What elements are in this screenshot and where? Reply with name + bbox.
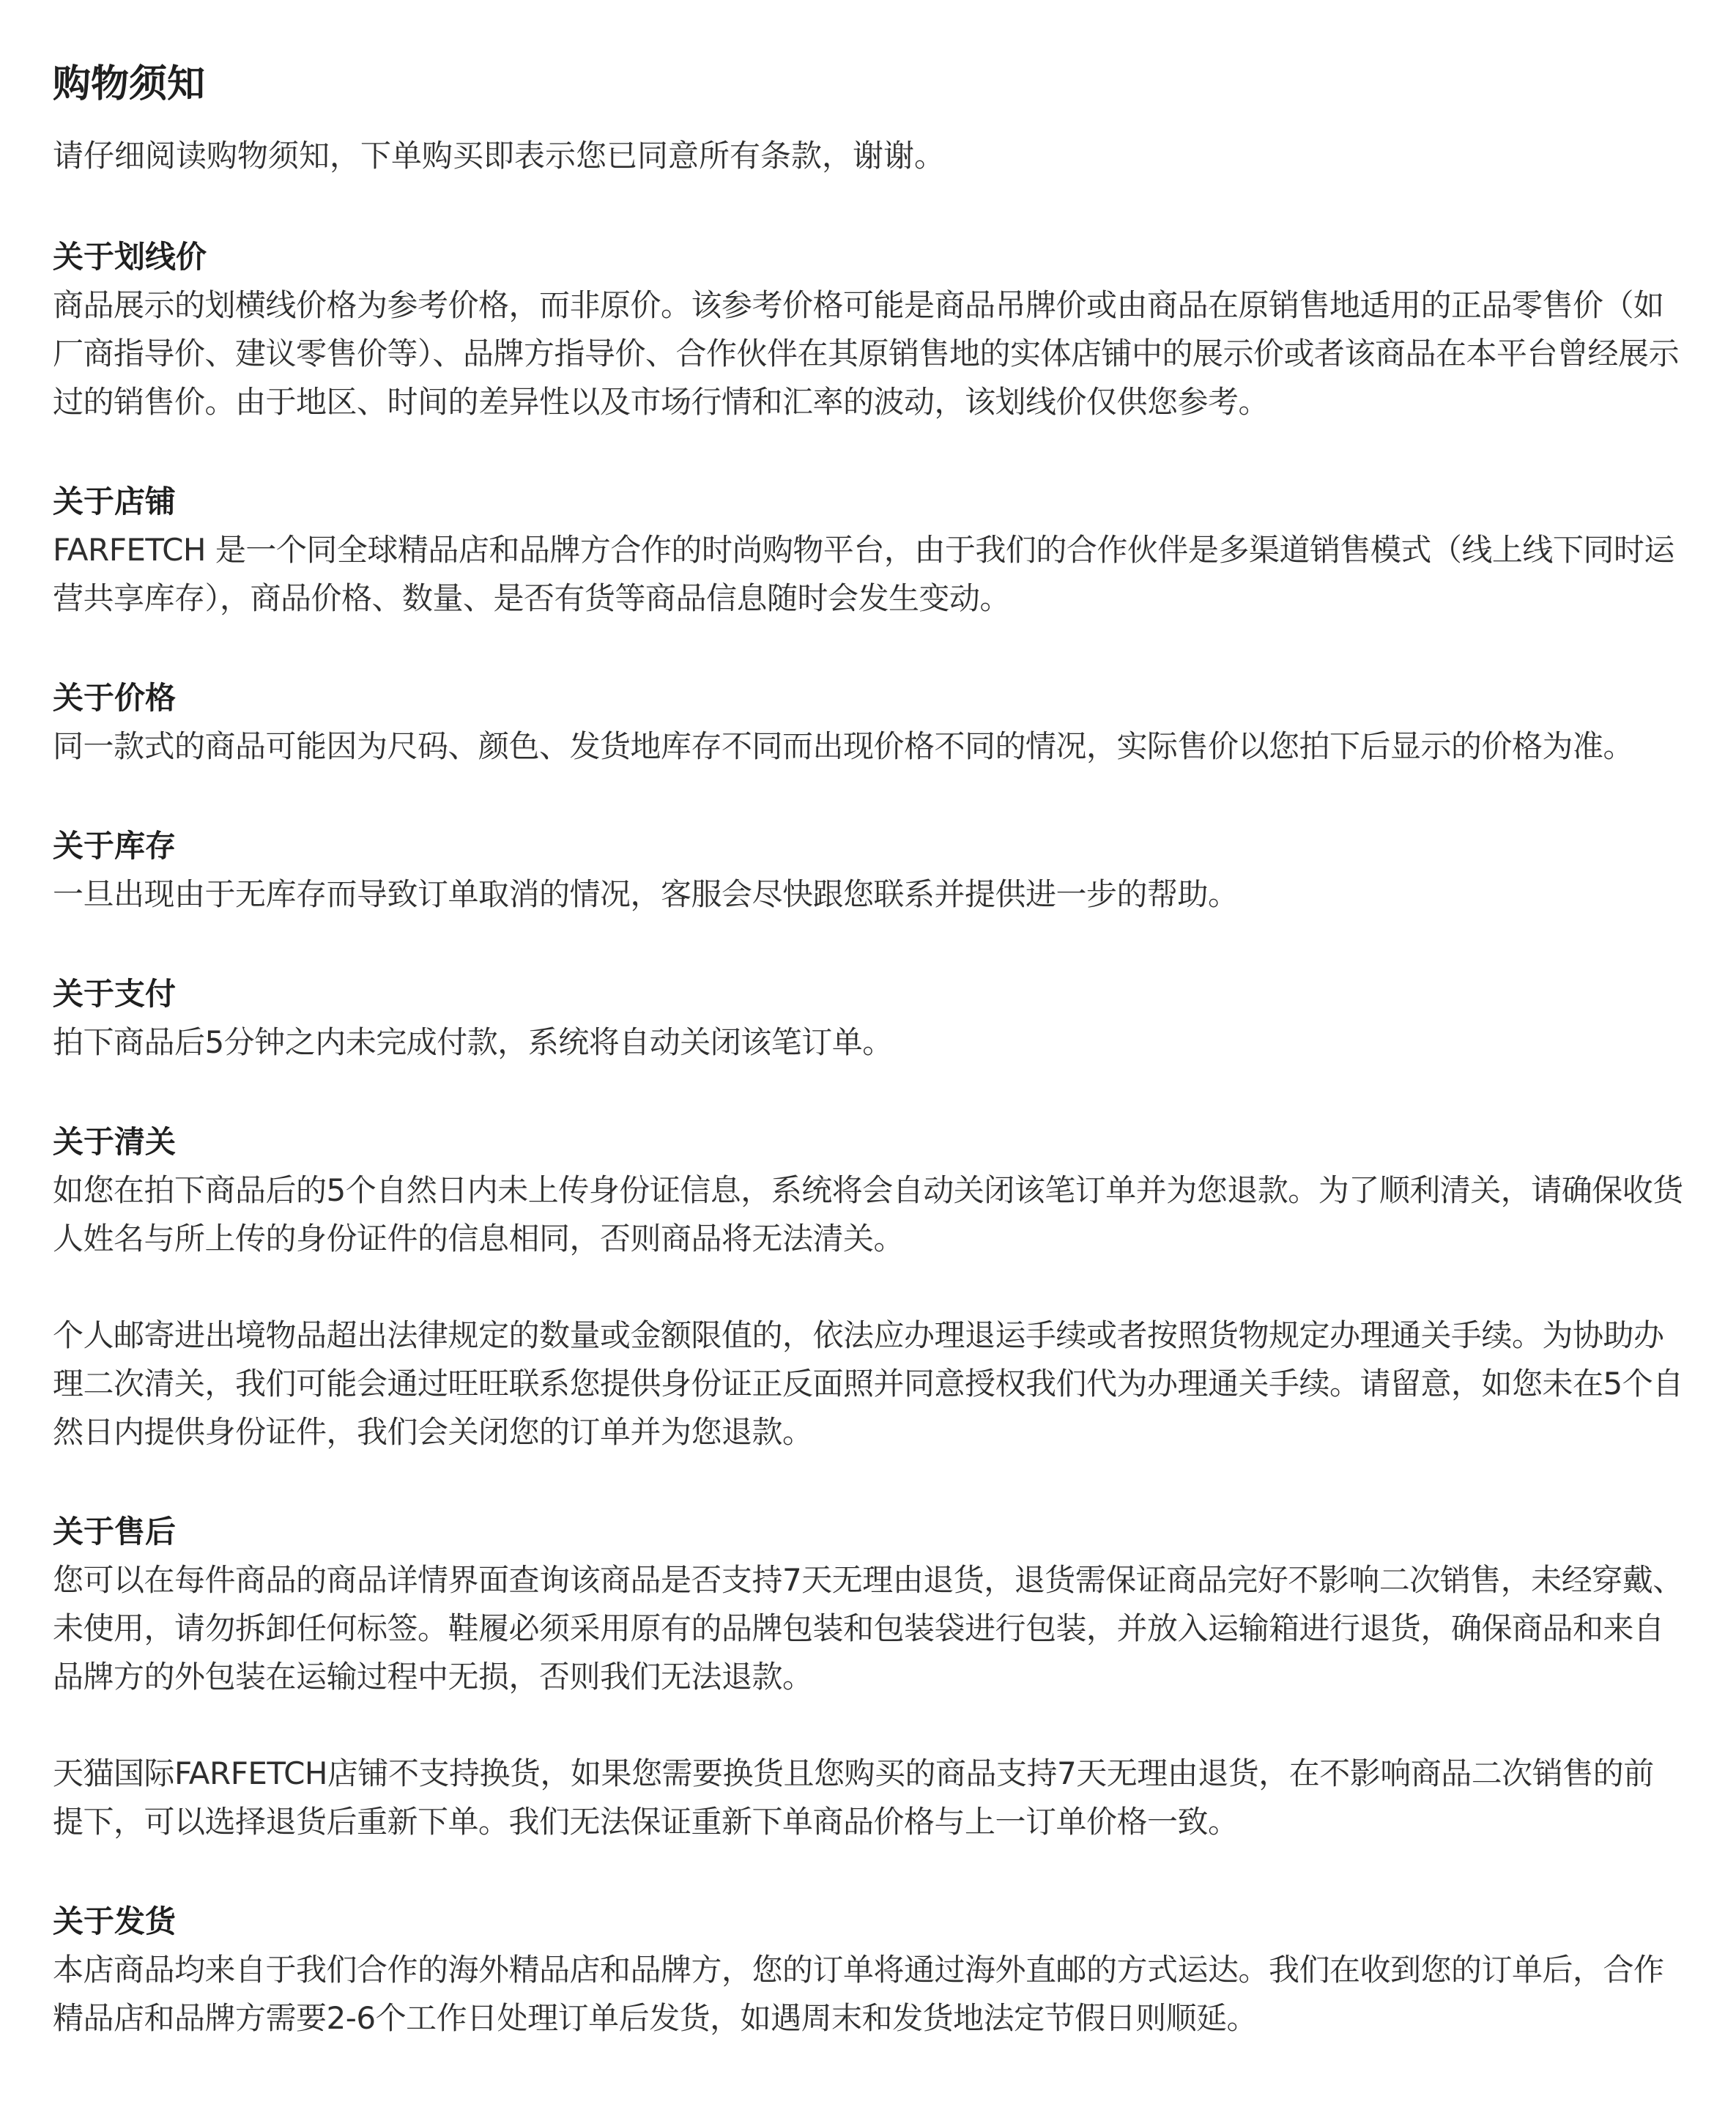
section-paragraph: 您可以在每件商品的商品详情界面查询该商品是否支持7天无理由退货，退货需保证商品完好不影响二次销售，未经穿戴、未使用，请勿拆卸任何标签。鞋履必须采用原有的品牌包装和包装袋进行包装，并放入运输箱进行退货，确保商品和来自品牌方的外包装在运输过程中无损，否则我们无法退款。 [53,1562,1683,1695]
section-heading: 关于划线价 [53,239,207,275]
section-heading: 关于支付 [53,976,177,1012]
section-paragraph: 同一款式的商品可能因为尺码、颜色、发货地库存不同而出现价格不同的情况，实际售价以您拍下后显示的价格为准。 [53,728,1634,764]
section-payment [53,970,1683,1067]
section-paragraph: 个人邮寄进出境物品超出法律规定的数量或金额限值的，依法应办理退运手续或者按照货物规定办理通关手续。为协助办理二次清关，我们可能会通过旺旺联系您提供身份证正反面照并同意授权我们代为办理通关手续。请留意，如您未在5个自然日内提供身份证件，我们会关闭您的订单并为您退款。 [53,1317,1683,1450]
section-paragraph: 本店商品均来自于我们合作的海外精品店和品牌方，您的订单将通过海外直邮的方式运达。我们在收到您的订单后，合作精品店和品牌方需要2-6个工作日处理订单后发货，如遇周末和发货地法定节假日则顺延。 [53,1952,1664,2036]
page-title: 购物须知 [53,62,206,106]
section-price [53,674,1683,771]
intro-text: 请仔细阅读购物须知，下单购买即表示您已同意所有条款，谢谢。 [53,138,946,174]
section-heading: 关于价格 [53,680,177,716]
section-inventory [53,822,1683,919]
section-heading: 关于库存 [53,828,177,864]
section-paragraph: 商品展示的划横线价格为参考价格，而非原价。该参考价格可能是商品吊牌价或由商品在原销售地适用的正品零售价（如厂商指导价、建议零售价等）、品牌方指导价、合作伙伴在其原销售地的实体店铺中的展示价或者该商品在本平台曾经展示过的销售价。由于地区、时间的差异性以及市场行情和汇率的波动，该划线价仅供您参考。 [53,287,1680,420]
section-after-sales [53,1508,1683,1846]
section-customs [53,1118,1683,1456]
section-heading: 关于售后 [53,1514,177,1550]
section-paragraph: 如您在拍下商品后的5个自然日内未上传身份证信息，系统将会自动关闭该笔订单并为您退款。为了顺利清关，请确保收货人姓名与所上传的身份证件的信息相同，否则商品将无法清关。 [53,1172,1683,1256]
section-paragraph: 一旦出现由于无库存而导致订单取消的情况，客服会尽快跟您联系并提供进一步的帮助。 [53,876,1239,912]
section-heading: 关于清关 [53,1124,177,1160]
section-strikethrough-price [53,233,1683,426]
section-shipping [53,1898,1683,2043]
section-heading: 关于发货 [53,1903,177,1939]
section-store [53,478,1683,623]
section-paragraph: 天猫国际FARFETCH店铺不支持换货，如果您需要换货且您购买的商品支持7天无理由退货，在不影响商品二次销售的前提下，可以选择退货后重新下单。我们无法保证重新下单商品价格与上一订单价格一致。 [53,1755,1654,1840]
section-paragraph: FARFETCH 是一个同全球精品店和品牌方合作的时尚购物平台，由于我们的合作伙伴是多渠道销售模式（线上线下同时运营共享库存），商品价格、数量、是否有货等商品信息随时会发生变动。 [53,532,1674,616]
section-heading: 关于店铺 [53,484,177,519]
section-paragraph: 拍下商品后5分钟之内未完成付款，系统将自动关闭该笔订单。 [53,1024,893,1060]
